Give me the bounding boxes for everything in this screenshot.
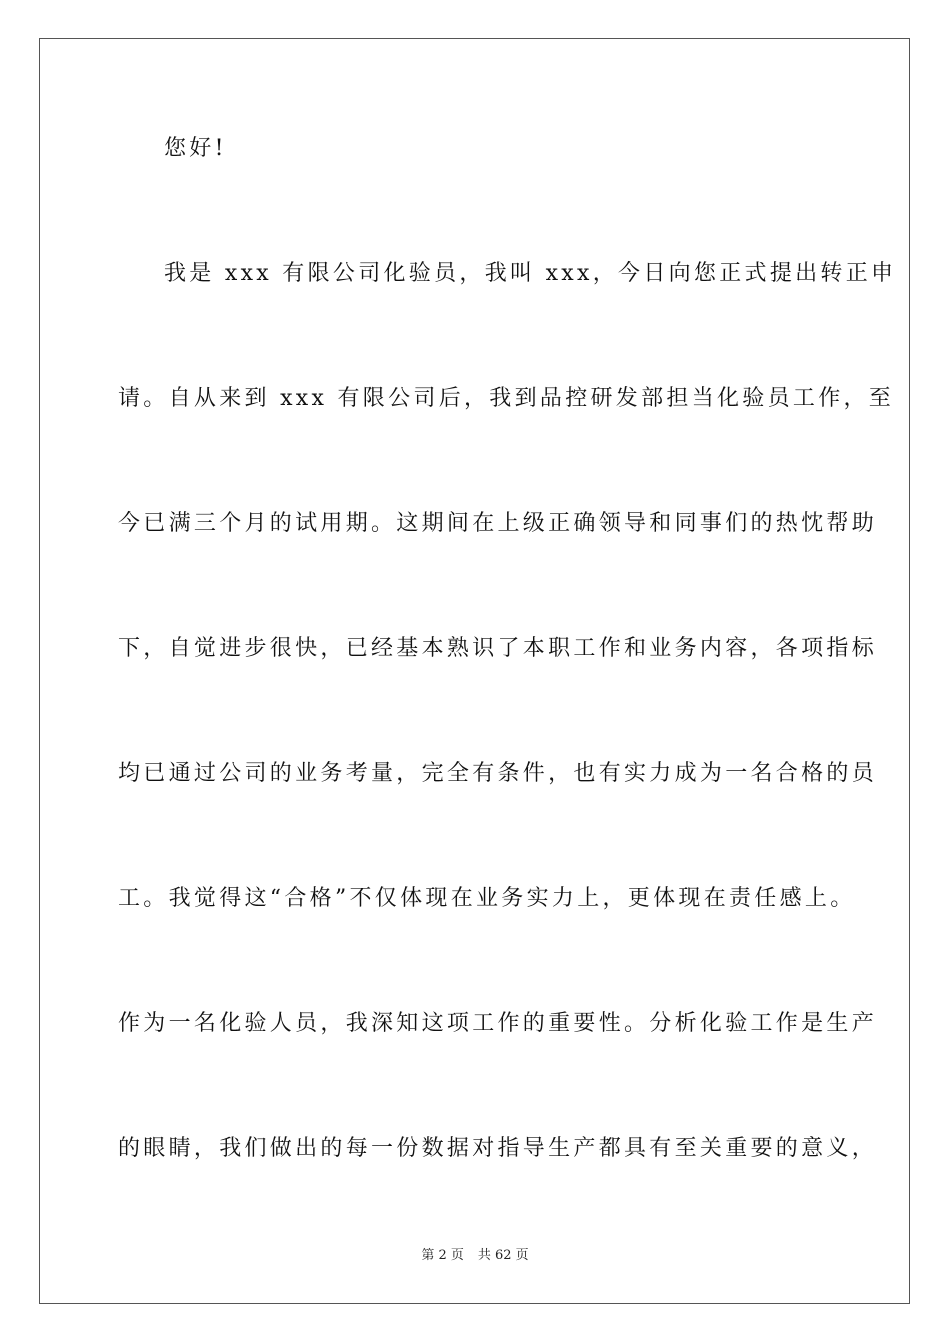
- body-line-6: 工。我觉得这“合格”不仅体现在业务实力上，更体现在责任感上。: [118, 886, 856, 911]
- body-line-4: 下，自觉进步很快，已经基本熟识了本职工作和业务内容，各项指标: [118, 636, 878, 661]
- body-line-2: 请。自从来到 xxx 有限公司后，我到品控研发部担当化验员工作，至: [118, 386, 895, 411]
- page-footer: [0, 1247, 950, 1265]
- body-line-1: 我是 xxx 有限公司化验员，我叫 xxx，今日向您正式提出转正申: [164, 261, 897, 286]
- body-line-5: 均已通过公司的业务考量，完全有条件，也有实力成为一名合格的员: [118, 761, 878, 786]
- body-line-3: 今已满三个月的试用期。这期间在上级正确领导和同事们的热忱帮助: [118, 511, 878, 536]
- greeting-line: 您好!: [164, 136, 227, 161]
- page-number: 第 2 页: [421, 1248, 464, 1263]
- body-line-7: 作为一名化验人员，我深知这项工作的重要性。分析化验工作是生产: [118, 1011, 878, 1036]
- page-frame: [39, 38, 910, 1304]
- body-line-8: 的眼睛，我们做出的每一份数据对指导生产都具有至关重要的意义，: [118, 1136, 878, 1161]
- page-total: 共 62 页: [477, 1248, 529, 1263]
